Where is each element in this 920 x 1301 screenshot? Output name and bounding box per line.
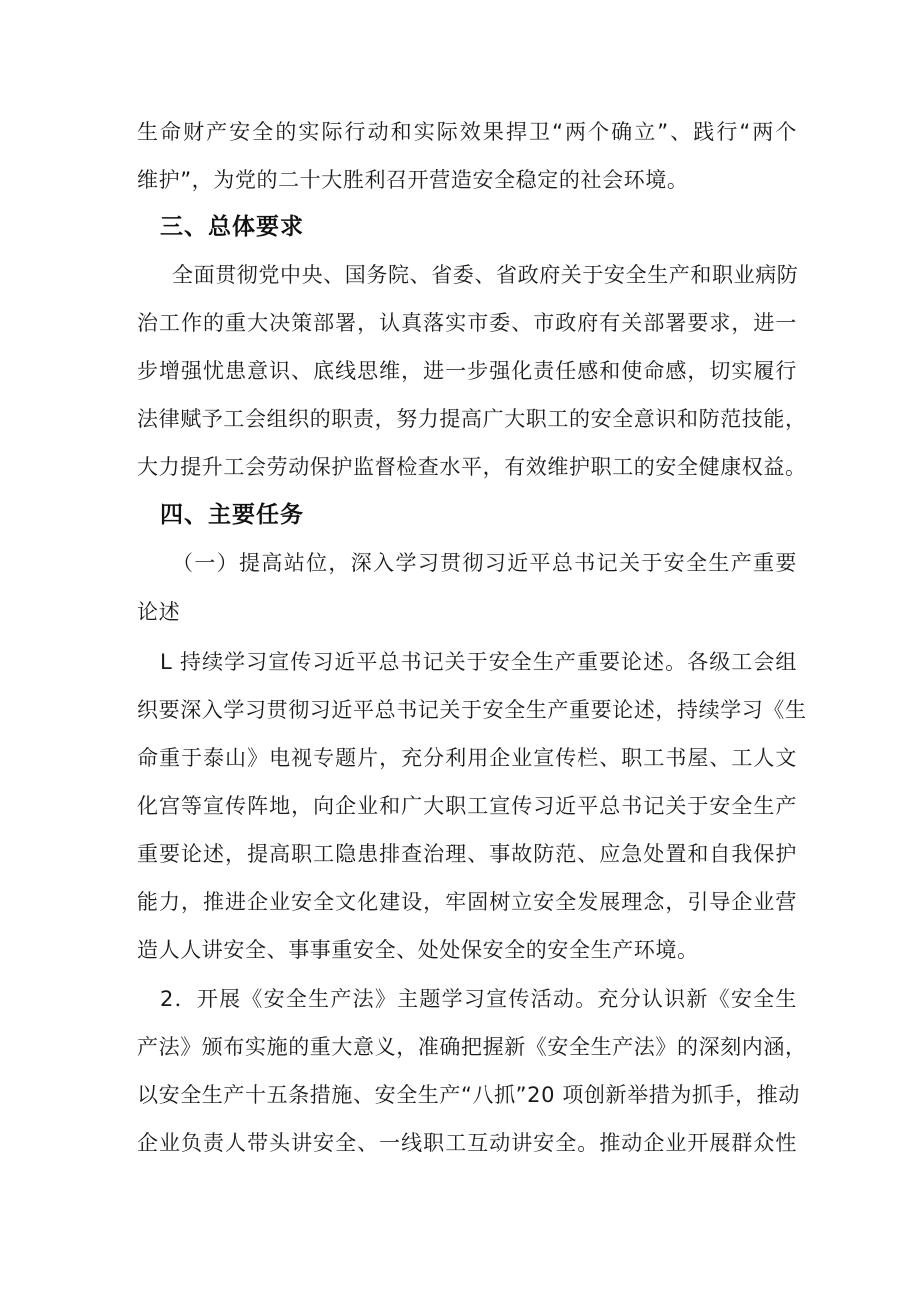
subheading-line: 论述 bbox=[137, 600, 181, 624]
paragraph-line: 企业负责人带头讲安全、一线职工互动讲安全。推动企业开展群众性 bbox=[137, 1131, 797, 1155]
paragraph-line: 能力，推进企业安全文化建设，牢固树立安全发展理念，引导企业营 bbox=[137, 890, 797, 914]
paragraph-line: 产法》颁布实施的重大意义，准确把握新《安全生产法》的深刻内涵， bbox=[137, 1035, 807, 1059]
paragraph-line: 化宫等宣传阵地，向企业和广大职工宣传习近平总书记关于安全生产 bbox=[137, 794, 797, 818]
paragraph-line: 织要深入学习贯彻习近平总书记关于安全生产重要论述，持续学习《生 bbox=[137, 698, 807, 722]
paragraph-line: 全面贯彻党中央、国务院、省委、省政府关于安全生产和职业病防 bbox=[172, 263, 799, 287]
subheading-line: （一）提高站位，深入学习贯彻习近平总书记关于安全生产重要 bbox=[172, 551, 797, 575]
paragraph-line: 维护”，为党的二十大胜利召开营造安全稳定的社会环境。 bbox=[137, 168, 689, 192]
paragraph-line: 治工作的重大决策部署，认真落实市委、市政府有关部署要求，进一 bbox=[137, 311, 797, 335]
paragraph-line: 命重于泰山》电视专题片，充分利用企业宣传栏、职工书屋、工人文 bbox=[137, 746, 797, 770]
paragraph-line: 2．开展《安全生产法》主题学习宣传活动。充分认识新《安全生 bbox=[160, 987, 797, 1011]
paragraph-line: 大力提升工会劳动保护监督检查水平，有效维护职工的安全健康权益。 bbox=[137, 455, 807, 479]
paragraph-line: 法律赋予工会组织的职责，努力提高广大职工的安全意识和防范技能， bbox=[137, 407, 807, 431]
paragraph-line: L 持续学习宣传习近平总书记关于安全生产重要论述。各级工会组 bbox=[160, 650, 797, 674]
paragraph-line: 重要论述，提高职工隐患排查治理、事故防范、应急处置和自我保护 bbox=[137, 842, 797, 866]
paragraph-line: 生命财产安全的实际行动和实际效果捍卫“两个确立”、践行“两个 bbox=[137, 120, 797, 144]
paragraph-line: 以安全生产十五条措施、安全生产“八抓”20 项创新举措为抓手，推动 bbox=[137, 1083, 800, 1107]
section-heading: 三、总体要求 bbox=[160, 214, 304, 240]
paragraph-line: 造人人讲安全、事事重安全、处处保安全的安全生产环境。 bbox=[137, 938, 699, 962]
section-heading: 四、主要任务 bbox=[160, 502, 304, 528]
paragraph-line: 步增强忧患意识、底线思维，进一步强化责任感和使命感，切实履行 bbox=[137, 359, 797, 383]
